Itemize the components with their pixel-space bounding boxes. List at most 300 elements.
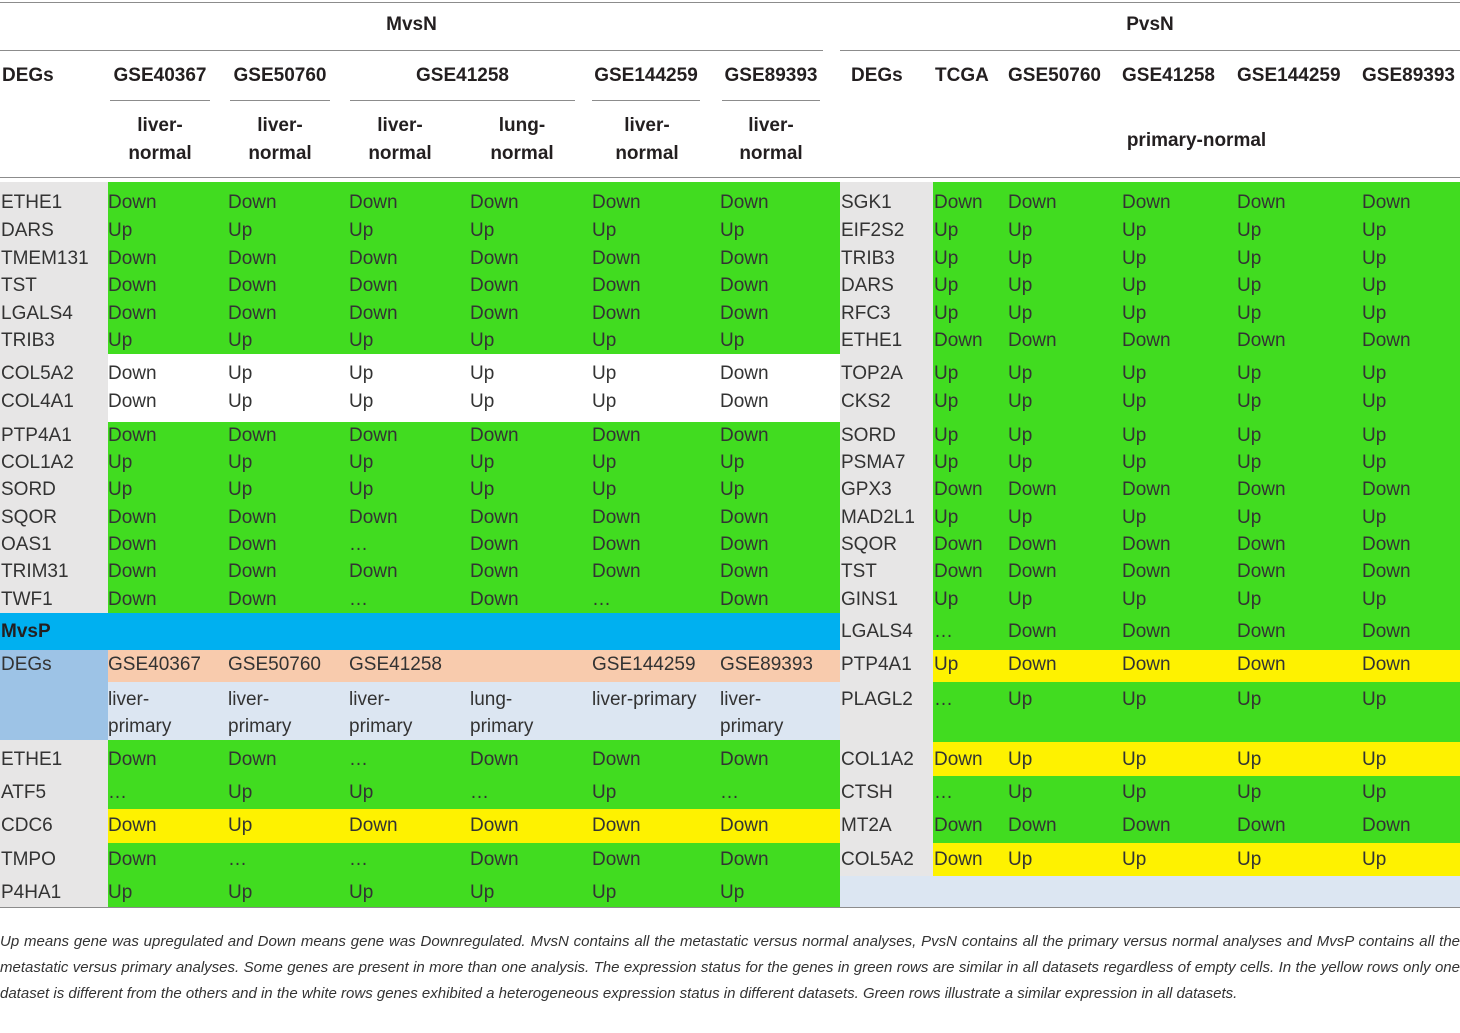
- gene-name-cell: MT2A: [840, 809, 933, 843]
- expression-value-cell: Up: [1237, 451, 1262, 473]
- expression-value-cell: Down: [108, 192, 157, 213]
- mvsp-comparison-header: liver-primary: [592, 689, 697, 710]
- expression-value-cell: Up: [1008, 749, 1033, 770]
- expression-value-cell: Down: [592, 749, 641, 770]
- expression-value-cell: Up: [1362, 363, 1387, 384]
- gene-name-cell: GPX3: [840, 476, 933, 504]
- expression-value-cell: Down: [349, 815, 398, 836]
- expression-value-cell: Down: [228, 425, 277, 446]
- gene-name-cell: TRIB3: [0, 327, 108, 354]
- expression-value-cell: Down: [1362, 815, 1411, 836]
- expression-value-cell: Down: [470, 849, 519, 870]
- expression-value-cell: Up: [1237, 506, 1262, 528]
- expression-value-cell: Down: [934, 815, 983, 836]
- expression-value-cell: Up: [1237, 363, 1262, 384]
- gene-name-cell: SORD: [840, 422, 933, 449]
- expression-value-cell: Down: [592, 247, 641, 269]
- gene-name-cell: RFC3: [840, 300, 933, 328]
- expression-value-cell: …: [108, 782, 127, 803]
- expression-value-cell: Down: [1122, 654, 1171, 675]
- expression-value-cell: Down: [470, 815, 519, 836]
- table-row: [840, 245, 1460, 273]
- expression-value-cell: Up: [1237, 391, 1262, 412]
- gene-name-cell: SQOR: [840, 531, 933, 559]
- mvsp-dataset-header: GSE144259: [592, 654, 696, 675]
- mvsp-degs-header-cell: [0, 650, 108, 740]
- expression-value-cell: Down: [1362, 621, 1411, 642]
- mvsp-comparison-header: lung-primary: [470, 689, 534, 737]
- expression-value-cell: Down: [1008, 533, 1057, 555]
- mvsp-comparison-header-row: [108, 682, 840, 740]
- expression-value-cell: Up: [1362, 749, 1387, 770]
- mvsn-dataset-header: GSE41258: [416, 65, 509, 86]
- expression-value-cell: Up: [1237, 849, 1262, 870]
- gene-name-cell: COL1A2: [0, 449, 108, 477]
- expression-value-cell: Down: [1008, 621, 1057, 642]
- expression-value-cell: Up: [470, 882, 495, 903]
- expression-value-cell: Down: [1362, 654, 1411, 675]
- expression-value-cell: Up: [1122, 363, 1147, 384]
- expression-value-cell: Up: [349, 479, 374, 500]
- expression-value-cell: Up: [1362, 782, 1387, 803]
- gene-name-cell: OAS1: [0, 531, 108, 559]
- dataset-underline: [350, 100, 575, 101]
- expression-value-cell: Up: [1362, 451, 1387, 473]
- pvsn-degs-header: DEGs: [851, 65, 903, 86]
- pvsn-dataset-header: TCGA: [935, 65, 989, 86]
- expression-value-cell: Down: [934, 749, 983, 770]
- expression-value-cell: Up: [349, 451, 374, 473]
- expression-value-cell: Up: [228, 815, 253, 836]
- expression-value-cell: Up: [720, 330, 745, 351]
- expression-value-cell: Down: [592, 192, 641, 213]
- expression-value-cell: Up: [1122, 302, 1147, 324]
- table-row: [840, 272, 1460, 300]
- expression-value-cell: Down: [1237, 192, 1286, 213]
- expression-value-cell: Up: [108, 479, 133, 500]
- expression-value-cell: Up: [934, 302, 959, 324]
- expression-value-cell: Down: [228, 247, 277, 269]
- expression-value-cell: …: [470, 782, 489, 803]
- expression-value-cell: Up: [1008, 451, 1033, 473]
- expression-value-cell: Up: [349, 363, 374, 384]
- expression-value-cell: Up: [720, 451, 745, 473]
- expression-value-cell: Down: [720, 588, 769, 610]
- table-row: [0, 354, 840, 388]
- table-row: [840, 843, 1460, 876]
- expression-value-cell: Down: [1237, 561, 1286, 582]
- table-row: [840, 449, 1460, 477]
- expression-value-cell: Down: [720, 749, 769, 770]
- expression-value-cell: Down: [108, 391, 157, 412]
- expression-value-cell: Down: [349, 275, 398, 296]
- pvsn-dataset-header: GSE41258: [1122, 65, 1215, 86]
- expression-value-cell: Up: [1008, 425, 1033, 446]
- expression-value-cell: Up: [470, 391, 495, 412]
- expression-value-cell: Down: [108, 815, 157, 836]
- table-row: [840, 388, 1460, 422]
- expression-value-cell: Down: [720, 425, 769, 446]
- pvsn-dataset-header: GSE50760: [1008, 65, 1101, 86]
- expression-value-cell: Down: [1008, 561, 1057, 582]
- mvsn-dataset-header: GSE144259: [594, 65, 698, 86]
- table-row: [0, 217, 840, 245]
- mvsp-dataset-header: GSE50760: [228, 654, 321, 675]
- table-row: [840, 476, 1460, 504]
- table-row: [0, 740, 840, 776]
- table-row: [840, 217, 1460, 245]
- expression-value-cell: Down: [108, 275, 157, 296]
- expression-value-cell: Up: [349, 220, 374, 241]
- expression-value-cell: Down: [1362, 561, 1411, 582]
- gene-name-cell: P4HA1: [0, 876, 108, 908]
- gene-name-cell: PTP4A1: [0, 422, 108, 449]
- mvsp-degs-header: DEGs: [1, 654, 52, 675]
- mvsn-comparison-header: lung-normal: [490, 115, 554, 164]
- pvsn-dataset-header: GSE89393: [1362, 65, 1455, 86]
- expression-value-cell: Down: [470, 247, 519, 269]
- table-row: [0, 449, 840, 477]
- expression-value-cell: Up: [1008, 275, 1033, 296]
- table-row: [840, 776, 1460, 809]
- expression-value-cell: …: [349, 849, 368, 870]
- gene-name-cell: TWF1: [0, 586, 108, 614]
- expression-value-cell: Up: [934, 588, 959, 610]
- mvsn-dataset-header: GSE50760: [233, 65, 327, 86]
- expression-value-cell: Down: [470, 192, 519, 213]
- mvsn-comparison-header: liver-normal: [128, 115, 192, 164]
- expression-value-cell: Up: [470, 330, 495, 351]
- expression-value-cell: Up: [228, 479, 253, 500]
- table-row: [840, 586, 1460, 614]
- table-row: [840, 531, 1460, 559]
- gene-name-cell: MAD2L1: [840, 504, 933, 531]
- gene-name-cell: CDC6: [0, 809, 108, 843]
- expression-value-cell: Up: [1237, 749, 1262, 770]
- expression-value-cell: Down: [108, 849, 157, 870]
- mvsn-comparison-header: liver-normal: [615, 115, 679, 164]
- expression-value-cell: Down: [108, 533, 157, 555]
- expression-value-cell: Down: [108, 247, 157, 269]
- expression-value-cell: Up: [349, 391, 374, 412]
- expression-value-cell: Up: [1008, 689, 1033, 710]
- expression-value-cell: …: [934, 782, 953, 803]
- expression-value-cell: Down: [228, 561, 277, 582]
- expression-value-cell: Up: [1362, 425, 1387, 446]
- expression-value-cell: Up: [228, 220, 253, 241]
- expression-value-cell: Up: [934, 506, 959, 528]
- expression-value-cell: Down: [228, 749, 277, 770]
- expression-value-cell: Up: [1008, 220, 1033, 241]
- mvsp-section-bar: [0, 613, 840, 650]
- expression-value-cell: Down: [228, 588, 277, 610]
- expression-value-cell: Up: [470, 479, 495, 500]
- expression-value-cell: Down: [108, 363, 157, 384]
- expression-value-cell: Up: [592, 782, 617, 803]
- expression-value-cell: Down: [470, 749, 519, 770]
- table-row: [0, 476, 840, 504]
- mvsp-dataset-header: GSE40367: [108, 654, 201, 675]
- mvsp-dataset-header: GSE41258: [349, 654, 442, 675]
- table-row: [0, 531, 840, 559]
- expression-value-cell: Down: [592, 561, 641, 582]
- expression-value-cell: Down: [228, 533, 277, 555]
- expression-value-cell: Up: [1362, 506, 1387, 528]
- expression-value-cell: Down: [228, 302, 277, 324]
- expression-value-cell: Down: [470, 425, 519, 446]
- expression-value-cell: Up: [1237, 425, 1262, 446]
- expression-value-cell: Down: [592, 506, 641, 528]
- expression-value-cell: Down: [108, 588, 157, 610]
- expression-value-cell: Down: [720, 815, 769, 836]
- gene-name-cell: ATF5: [0, 776, 108, 809]
- expression-value-cell: Up: [1008, 782, 1033, 803]
- expression-value-cell: Down: [592, 815, 641, 836]
- expression-value-cell: Down: [228, 275, 277, 296]
- gene-name-cell: EIF2S2: [840, 217, 933, 245]
- gene-name-cell: SGK1: [840, 182, 933, 217]
- mvsn-dataset-header: GSE40367: [113, 65, 207, 86]
- gene-name-cell: TRIB3: [840, 245, 933, 273]
- expression-value-cell: Down: [934, 192, 983, 213]
- expression-value-cell: Up: [1008, 849, 1033, 870]
- expression-value-cell: Down: [934, 479, 983, 500]
- table-row: [840, 300, 1460, 328]
- mvsp-comparison-header: liver-primary: [108, 689, 172, 737]
- expression-value-cell: Down: [1237, 654, 1286, 675]
- expression-value-cell: Down: [349, 561, 398, 582]
- expression-value-cell: Up: [592, 391, 617, 412]
- header-bottom-rule: [0, 177, 1460, 178]
- expression-value-cell: Down: [349, 192, 398, 213]
- expression-value-cell: Down: [1008, 479, 1057, 500]
- expression-value-cell: Up: [1122, 749, 1147, 770]
- gene-name-cell: PLAGL2: [840, 682, 933, 742]
- expression-value-cell: …: [592, 588, 611, 610]
- expression-value-cell: Up: [720, 882, 745, 903]
- expression-value-cell: …: [349, 588, 368, 610]
- expression-value-cell: Down: [349, 506, 398, 528]
- expression-value-cell: Up: [720, 220, 745, 241]
- expression-value-cell: Up: [1362, 302, 1387, 324]
- gene-name-cell: LGALS4: [840, 613, 933, 650]
- table-row: [840, 809, 1460, 843]
- gene-name-cell: PSMA7: [840, 449, 933, 477]
- expression-value-cell: Up: [470, 220, 495, 241]
- expression-value-cell: Up: [934, 275, 959, 296]
- gene-name-cell: DARS: [0, 217, 108, 245]
- expression-value-cell: Down: [108, 749, 157, 770]
- expression-value-cell: Up: [228, 882, 253, 903]
- table-bottom-rule: [0, 907, 1460, 908]
- expression-value-cell: Up: [1237, 247, 1262, 269]
- expression-value-cell: …: [934, 689, 953, 710]
- expression-value-cell: Down: [1237, 330, 1286, 351]
- expression-value-cell: Down: [934, 561, 983, 582]
- expression-value-cell: Up: [1237, 302, 1262, 324]
- table-row: [0, 272, 840, 300]
- expression-value-cell: …: [349, 749, 368, 770]
- expression-value-cell: Up: [1237, 689, 1262, 710]
- expression-value-cell: Down: [720, 302, 769, 324]
- table-row: [840, 354, 1460, 388]
- expression-value-cell: Up: [934, 451, 959, 473]
- expression-value-cell: Up: [228, 363, 253, 384]
- expression-value-cell: …: [349, 533, 368, 555]
- expression-value-cell: Up: [1008, 506, 1033, 528]
- table-row: [840, 682, 1460, 742]
- expression-value-cell: Down: [228, 192, 277, 213]
- gene-name-cell: CKS2: [840, 388, 933, 422]
- table-row: [0, 558, 840, 586]
- expression-value-cell: Down: [720, 247, 769, 269]
- mvsp-comparison-header: liver-primary: [720, 689, 784, 737]
- expression-value-cell: Up: [592, 882, 617, 903]
- expression-value-cell: Down: [470, 588, 519, 610]
- expression-value-cell: Up: [1122, 782, 1147, 803]
- gene-name-cell: GINS1: [840, 586, 933, 614]
- expression-value-cell: Down: [1122, 479, 1171, 500]
- expression-value-cell: Up: [1008, 302, 1033, 324]
- gene-name-cell: PTP4A1: [840, 650, 933, 682]
- gene-name-cell: TMPO: [0, 843, 108, 876]
- expression-value-cell: Down: [720, 533, 769, 555]
- gene-name-cell: LGALS4: [0, 300, 108, 328]
- expression-value-cell: Up: [592, 479, 617, 500]
- expression-value-cell: Up: [1237, 220, 1262, 241]
- expression-value-cell: Up: [1362, 275, 1387, 296]
- expression-value-cell: Up: [108, 330, 133, 351]
- mvsp-comparison-header: liver-primary: [228, 689, 292, 737]
- gene-name-cell: DARS: [840, 272, 933, 300]
- expression-value-cell: Down: [720, 849, 769, 870]
- expression-value-cell: Up: [108, 882, 133, 903]
- expression-value-cell: Down: [720, 391, 769, 412]
- dataset-underline: [722, 100, 820, 101]
- mvsp-title: MvsP: [1, 621, 51, 642]
- table-row: [0, 388, 840, 422]
- mvsn-comparison-header: liver-normal: [368, 115, 432, 164]
- mvsn-dataset-header: GSE89393: [724, 65, 818, 86]
- expression-value-cell: Up: [1362, 689, 1387, 710]
- mvsn-title: MvsN: [386, 14, 437, 35]
- expression-value-cell: Up: [349, 882, 374, 903]
- expression-value-cell: Down: [720, 192, 769, 213]
- mvsn-comparison-header: liver-normal: [739, 115, 803, 164]
- expression-value-cell: Down: [1237, 479, 1286, 500]
- expression-value-cell: Down: [1122, 533, 1171, 555]
- expression-value-cell: Up: [1008, 588, 1033, 610]
- table-row: [0, 300, 840, 328]
- mvsn-comparison-header: liver-normal: [248, 115, 312, 164]
- mvsp-dataset-header: GSE89393: [720, 654, 813, 675]
- expression-value-cell: Up: [1122, 849, 1147, 870]
- expression-value-cell: Down: [1362, 192, 1411, 213]
- expression-value-cell: Down: [349, 302, 398, 324]
- table-row: [0, 182, 840, 217]
- expression-value-cell: Down: [1362, 533, 1411, 555]
- expression-value-cell: Up: [934, 425, 959, 446]
- expression-value-cell: Down: [592, 849, 641, 870]
- table-row: [0, 245, 840, 273]
- gene-name-cell: COL4A1: [0, 388, 108, 422]
- dataset-underline: [592, 100, 700, 101]
- gene-name-cell: COL5A2: [840, 843, 933, 876]
- expression-value-cell: Down: [470, 506, 519, 528]
- expression-value-cell: Down: [720, 506, 769, 528]
- expression-value-cell: Up: [592, 330, 617, 351]
- gene-name-cell: COL5A2: [0, 354, 108, 388]
- expression-value-cell: Down: [720, 275, 769, 296]
- table-row: [0, 776, 840, 809]
- expression-value-cell: Down: [1237, 621, 1286, 642]
- gene-name-cell: COL1A2: [840, 742, 933, 776]
- expression-value-cell: Down: [108, 302, 157, 324]
- expression-value-cell: Down: [1122, 561, 1171, 582]
- dataset-underline: [110, 100, 210, 101]
- expression-value-cell: Down: [349, 247, 398, 269]
- expression-value-cell: Up: [1362, 220, 1387, 241]
- gene-name-cell: TOP2A: [840, 354, 933, 388]
- expression-value-cell: Down: [470, 533, 519, 555]
- expression-value-cell: Down: [592, 302, 641, 324]
- expression-value-cell: Down: [1362, 330, 1411, 351]
- table-row: [0, 504, 840, 531]
- pvsn-comparison-header: primary-normal: [1126, 130, 1267, 151]
- dataset-underline: [230, 100, 330, 101]
- expression-value-cell: Down: [592, 275, 641, 296]
- expression-value-cell: Up: [1122, 451, 1147, 473]
- expression-value-cell: Up: [1362, 247, 1387, 269]
- table-row: [840, 742, 1460, 776]
- expression-value-cell: Up: [108, 220, 133, 241]
- expression-value-cell: Down: [720, 561, 769, 582]
- mvsp-dataset-header-row: [108, 650, 840, 682]
- expression-value-cell: Down: [1008, 192, 1057, 213]
- table-row: [0, 843, 840, 876]
- expression-value-cell: Up: [1237, 275, 1262, 296]
- expression-value-cell: Up: [1237, 782, 1262, 803]
- table-row: [0, 422, 840, 449]
- expression-value-cell: Up: [1237, 588, 1262, 610]
- expression-value-cell: Down: [934, 533, 983, 555]
- expression-value-cell: Up: [1122, 391, 1147, 412]
- expression-value-cell: Up: [349, 782, 374, 803]
- expression-value-cell: Down: [1122, 621, 1171, 642]
- expression-value-cell: Down: [1122, 815, 1171, 836]
- expression-value-cell: Down: [108, 561, 157, 582]
- expression-value-cell: …: [934, 621, 953, 642]
- table-row: [0, 327, 840, 354]
- expression-value-cell: Up: [934, 391, 959, 412]
- expression-value-cell: Up: [228, 451, 253, 473]
- expression-value-cell: Down: [1237, 533, 1286, 555]
- expression-value-cell: Up: [228, 330, 253, 351]
- expression-value-cell: Up: [720, 479, 745, 500]
- mvsp-comparison-header: liver-primary: [349, 689, 413, 737]
- expression-value-cell: Down: [1122, 192, 1171, 213]
- gene-name-cell: SORD: [0, 476, 108, 504]
- expression-value-cell: Down: [1362, 479, 1411, 500]
- table-row: [0, 809, 840, 843]
- expression-value-cell: Up: [592, 363, 617, 384]
- gene-name-cell: TST: [0, 272, 108, 300]
- expression-value-cell: …: [228, 849, 247, 870]
- gene-name-cell: TRIM31: [0, 558, 108, 586]
- table-row: [840, 327, 1460, 354]
- expression-value-cell: Up: [1362, 391, 1387, 412]
- expression-value-cell: Up: [1122, 425, 1147, 446]
